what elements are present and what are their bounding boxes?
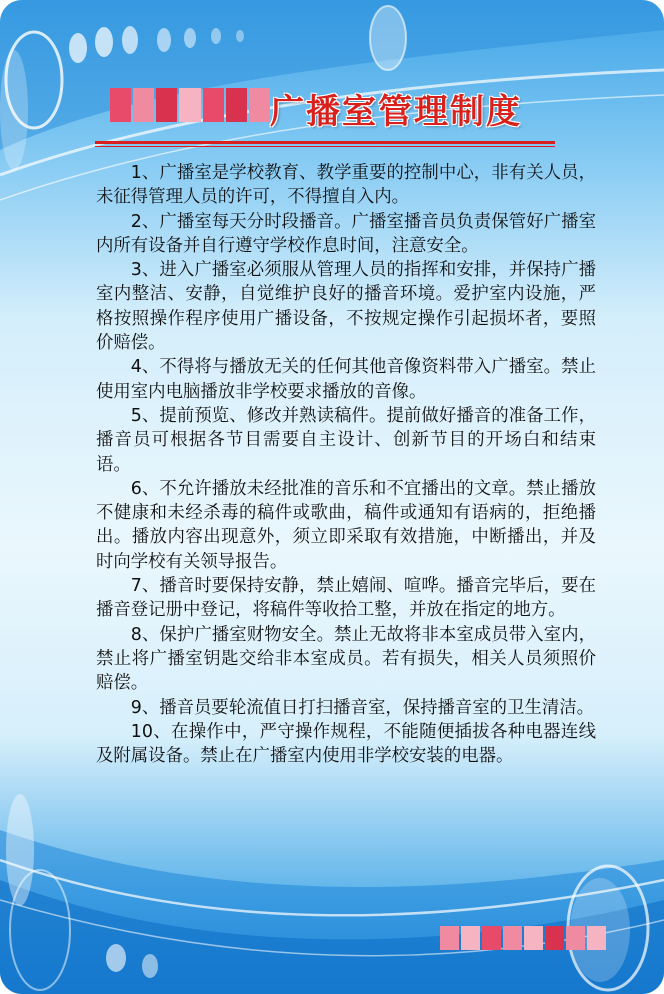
rule-item: 6、不允许播放未经批准的音乐和不宜播出的文章。禁止播放不健康和未经杀毒的稿件或歌曲，稿件或通知有语病的，拒绝播出。播放内容出现意外，须立即采取有效措施，中断播出，并及时向学校有关领导报告。 [96,478,596,572]
rule-item: 4、不得将与播放无关的任何其他音像资料带入广播室。禁止使用室内电脑播放非学校要求播放的音像。 [96,357,596,402]
rule-item: 2、广播室每天分时段播音。广播室播音员负责保管好广播室内所有设备并自行遵守学校作息时间，注意安全。 [96,211,596,256]
rule-item: 7、播音时要保持安静，禁止嬉闹、喧哗。播音完毕后，要在播音登记册中登记，将稿件等收拾工整，并放在指定的地方。 [96,576,596,621]
blurred-footer-text [440,926,606,950]
page-title: 广播室管理制度 [270,92,522,132]
title-underline-thin [95,146,555,147]
title-underline [95,141,555,144]
blurred-school-name [110,88,270,122]
rules-list [96,161,596,768]
rule-item: 9、播音员要轮流值日打扫播音室，保持播音室的卫生清洁。 [130,697,595,718]
rule-item: 3、进入广播室必须服从管理人员的指挥和安排，并保持广播室内整洁、安静，自觉维护良好的播音环境。爱护室内设施，严格按照操作程序使用广播设备，不按规定操作引起损坏者，要照价赔偿。 [96,260,596,354]
title-area [0,78,664,138]
rule-item: 1、广播室是学校教育、教学重要的控制中心，非有关人员，未征得管理人员的许可，不得擅自入内。 [96,163,596,208]
rule-item: 5、提前预览、修改并熟读稿件。提前做好播音的准备工作，播音员可根据各节目需要自主设计、创新节目的开场白和结束语。 [96,405,596,475]
rule-item: 8、保护广播室财物安全。禁止无故将非本室成员带入室内，禁止将广播室钥匙交给非本室成员。若有损失，相关人员须照价赔偿。 [96,624,596,694]
rule-item: 10、在操作中，严守操作规程，不能随便插拔各种电器连线及附属设备。禁止在广播室内使用非学校安装的电器。 [96,721,596,767]
